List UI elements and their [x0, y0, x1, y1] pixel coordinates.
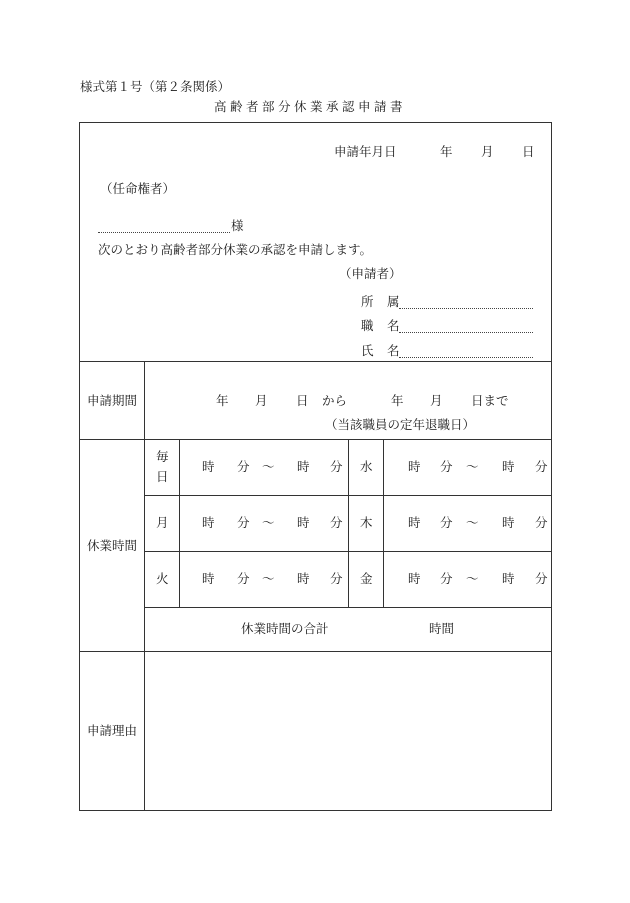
period-from-year: 年 [216, 393, 229, 408]
tilde: 〜 [262, 459, 275, 474]
shokumei-field[interactable] [399, 332, 533, 333]
minute-unit: 分 [237, 459, 250, 474]
minute-unit: 分 [440, 571, 453, 586]
day-column-divider-left [179, 439, 180, 607]
reason-field[interactable] [146, 653, 550, 809]
day-column-divider-mid1 [348, 439, 349, 607]
hour-unit: 時 [502, 515, 515, 530]
shokumei-label-2: 名 [387, 318, 400, 333]
hour-unit: 時 [202, 515, 215, 530]
date-year-unit: 年 [440, 144, 453, 159]
weekday-monday: 月 [156, 515, 169, 530]
weekday-wednesday: 水 [360, 459, 373, 474]
tilde: 〜 [466, 515, 479, 530]
period-from-day: 日 [296, 393, 309, 408]
hour-unit: 時 [202, 571, 215, 586]
minute-unit: 分 [330, 515, 343, 530]
period-to-year: 年 [391, 393, 404, 408]
minute-unit: 分 [535, 459, 548, 474]
hour-unit: 時 [297, 571, 310, 586]
date-label: 申請年月日 [334, 144, 397, 159]
request-statement: 次のとおり高齢者部分休業の承認を申請します。 [98, 242, 373, 257]
applicant-label: （申請者） [339, 266, 402, 281]
divider-period [79, 439, 552, 440]
shozoku-label-1: 所 [361, 294, 374, 309]
weekday-tuesday: 火 [156, 571, 169, 586]
weekday-thursday: 木 [360, 515, 373, 530]
shimei-label-1: 氏 [361, 343, 374, 358]
weekday-everyday-1: 毎 [156, 449, 169, 464]
date-day-unit: 日 [522, 144, 535, 159]
minute-unit: 分 [330, 459, 343, 474]
shimei-label-2: 名 [387, 343, 400, 358]
hour-unit: 時 [297, 515, 310, 530]
period-from-month: 月 [255, 393, 268, 408]
period-label: 申請期間 [87, 393, 138, 408]
hour-unit: 時 [408, 459, 421, 474]
shozoku-label-2: 属 [387, 294, 400, 309]
tilde: 〜 [466, 571, 479, 586]
minute-unit: 分 [237, 515, 250, 530]
shokumei-label-1: 職 [361, 318, 374, 333]
period-to-month: 月 [430, 393, 443, 408]
shimei-field[interactable] [399, 357, 533, 358]
honorific-sama: 様 [231, 218, 244, 233]
minute-unit: 分 [330, 571, 343, 586]
period-note: （当該職員の定年退職日） [325, 417, 476, 432]
hour-unit: 時 [408, 571, 421, 586]
tilde: 〜 [262, 515, 275, 530]
tilde: 〜 [466, 459, 479, 474]
frame-left [79, 122, 80, 811]
frame-right [551, 122, 552, 811]
label-column-divider [144, 361, 145, 811]
minute-unit: 分 [440, 515, 453, 530]
tilde: 〜 [262, 571, 275, 586]
form-number: 様式第１号（第２条関係） [80, 79, 231, 94]
divider-hours [79, 651, 552, 652]
reason-label: 申請理由 [87, 723, 138, 738]
period-to-day: 日まで [471, 393, 509, 408]
day-column-divider-mid2 [383, 439, 384, 607]
minute-unit: 分 [535, 515, 548, 530]
date-month-unit: 月 [481, 144, 494, 159]
divider-hours-row3 [144, 607, 552, 608]
shozoku-field[interactable] [399, 308, 533, 309]
frame-bottom [79, 810, 552, 811]
hour-unit: 時 [502, 571, 515, 586]
authority-label: （任命権者） [100, 181, 176, 196]
total-hours-unit: 時間 [429, 621, 455, 636]
hour-unit: 時 [202, 459, 215, 474]
form-title: 高齢者部分休業承認申請書 [214, 99, 407, 114]
weekday-friday: 金 [360, 571, 373, 586]
hour-unit: 時 [408, 515, 421, 530]
minute-unit: 分 [440, 459, 453, 474]
minute-unit: 分 [535, 571, 548, 586]
frame-top [79, 122, 552, 123]
hours-label: 休業時間 [87, 538, 138, 553]
period-kara: から [322, 393, 348, 408]
total-hours-label: 休業時間の合計 [241, 621, 329, 636]
minute-unit: 分 [237, 571, 250, 586]
weekday-everyday-2: 日 [156, 469, 169, 484]
hour-unit: 時 [502, 459, 515, 474]
hour-unit: 時 [297, 459, 310, 474]
authority-name-field[interactable] [98, 232, 230, 233]
divider-top-section [79, 361, 552, 362]
